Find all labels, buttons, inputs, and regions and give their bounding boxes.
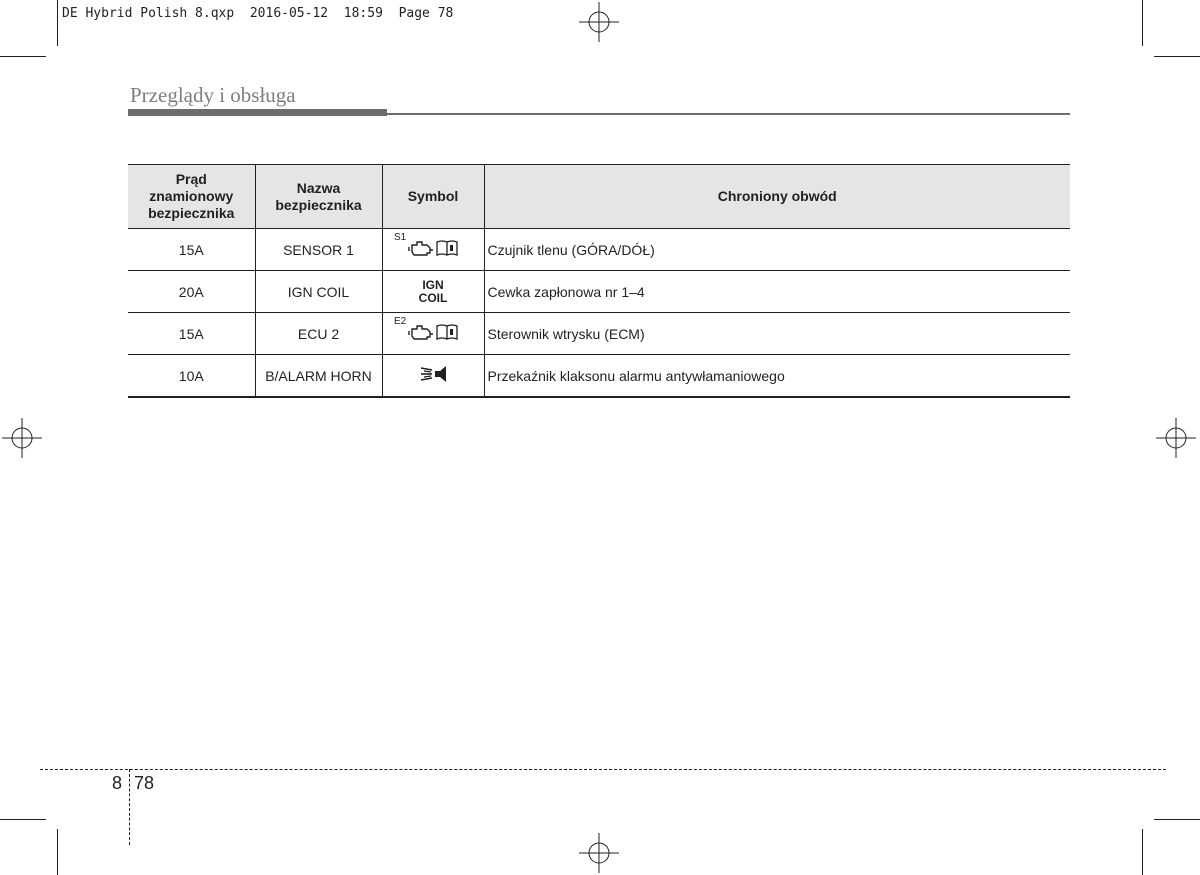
crop-mark bbox=[0, 819, 46, 820]
registration-mark-icon bbox=[1156, 418, 1196, 458]
footer-vertical-rule bbox=[129, 769, 130, 845]
header-circuit: Chroniony obwód bbox=[484, 165, 1070, 229]
cell-amp: 15A bbox=[128, 313, 255, 355]
header-name: Nazwa bezpiecznika bbox=[255, 165, 382, 229]
table-row bbox=[128, 229, 1070, 271]
header-symbol: Symbol bbox=[382, 165, 484, 229]
cell-symbol bbox=[382, 355, 484, 398]
table-row bbox=[128, 271, 1070, 313]
cell-circuit: Cewka zapłonowa nr 1–4 bbox=[484, 271, 1070, 313]
slug-page: Page 78 bbox=[398, 6, 454, 21]
table-header-row bbox=[128, 165, 1070, 229]
crop-mark bbox=[0, 56, 46, 57]
cell-name: SENSOR 1 bbox=[255, 229, 382, 271]
symbol-code: E2 bbox=[394, 316, 407, 327]
manual-book-icon bbox=[436, 323, 458, 341]
cell-circuit: Przekaźnik klaksonu alarmu antywłamaniowego bbox=[484, 355, 1070, 398]
cell-name: ECU 2 bbox=[255, 313, 382, 355]
cell-amp: 15A bbox=[128, 229, 255, 271]
slug-line bbox=[62, 6, 453, 21]
crop-mark bbox=[57, 0, 58, 46]
cell-name: IGN COIL bbox=[255, 271, 382, 313]
cell-symbol bbox=[382, 271, 484, 313]
crop-mark bbox=[1142, 0, 1143, 46]
engine-check-icon bbox=[408, 239, 434, 257]
crop-mark bbox=[57, 829, 58, 875]
cell-symbol bbox=[382, 313, 484, 355]
footer-rule bbox=[40, 769, 1166, 770]
cell-amp: 20A bbox=[128, 271, 255, 313]
crop-mark bbox=[1142, 829, 1143, 875]
title-underline-thin bbox=[387, 113, 1070, 115]
table-row bbox=[128, 313, 1070, 355]
symbol-line2: COIL bbox=[418, 290, 448, 305]
symbol-code: S1 bbox=[394, 232, 407, 243]
page-number: 78 bbox=[134, 773, 155, 793]
cell-amp: 10A bbox=[128, 355, 255, 398]
alarm-horn-icon bbox=[418, 364, 448, 384]
crop-mark bbox=[1154, 56, 1200, 57]
registration-mark-icon bbox=[579, 833, 619, 873]
slug-filename: DE Hybrid Polish 8.qxp bbox=[62, 6, 235, 21]
fuse-table bbox=[128, 164, 1070, 398]
cell-name: B/ALARM HORN bbox=[255, 355, 382, 398]
ign-coil-symbol bbox=[419, 279, 448, 305]
header-amp: Prąd znamionowy bezpiecznika bbox=[128, 165, 255, 229]
slug-time: 18:59 bbox=[343, 6, 383, 21]
cell-symbol bbox=[382, 229, 484, 271]
chapter-number: 8 bbox=[112, 773, 123, 793]
slug-date: 2016-05-12 bbox=[249, 6, 329, 21]
title-underline-thick bbox=[128, 109, 387, 116]
cell-circuit: Czujnik tlenu (GÓRA/DÓŁ) bbox=[484, 229, 1070, 271]
table-row bbox=[128, 355, 1070, 398]
registration-mark-icon bbox=[2, 418, 42, 458]
symbol-line1: IGN bbox=[422, 277, 444, 292]
registration-mark-icon bbox=[579, 2, 619, 42]
crop-mark bbox=[1154, 819, 1200, 820]
cell-circuit: Sterownik wtrysku (ECM) bbox=[484, 313, 1070, 355]
manual-book-icon bbox=[436, 239, 458, 257]
section-title: Przeglądy i obsługa bbox=[130, 83, 296, 107]
engine-check-icon bbox=[408, 323, 434, 341]
